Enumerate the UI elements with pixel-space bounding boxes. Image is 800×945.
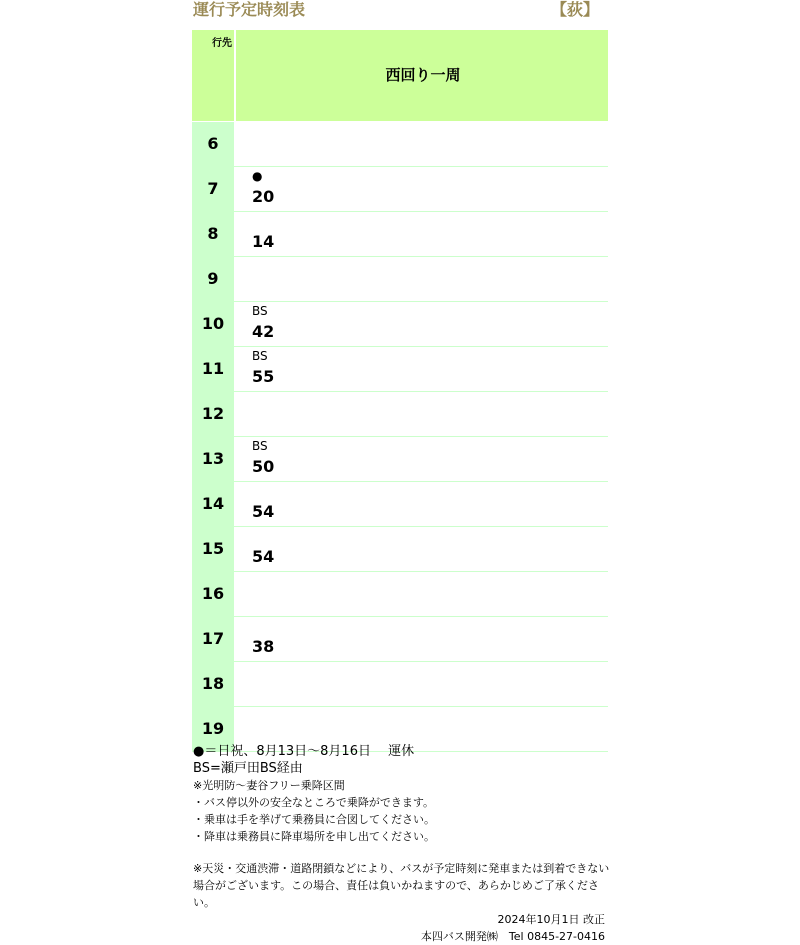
- hour-row-15: [192, 527, 608, 572]
- hour-label: 16: [192, 572, 236, 616]
- hour-row-8: [192, 212, 608, 257]
- departures-cell: [238, 662, 608, 706]
- bullet-note: ・降車は乗務員に降車場所を申し出てください。: [193, 830, 435, 843]
- departure: [252, 527, 292, 571]
- hour-label: 6: [192, 122, 236, 166]
- hour-label: 18: [192, 662, 236, 706]
- departures-cell: [238, 572, 608, 616]
- departures-cell: [238, 122, 608, 166]
- departures-cell: [238, 392, 608, 436]
- departure-minute: 50: [252, 457, 275, 476]
- hour-row-16: [192, 572, 608, 617]
- notes-section: [193, 743, 613, 945]
- departure-mark: BS: [252, 304, 268, 318]
- departure: [252, 347, 292, 391]
- departure: [252, 212, 292, 256]
- departure: [252, 617, 292, 661]
- departure-minute: 54: [252, 547, 275, 566]
- departure-minute: 55: [252, 367, 275, 386]
- departure: [252, 167, 292, 211]
- hour-row-18: [192, 662, 608, 707]
- disclaimer-line: 場合がございます。この場合、責任は負いかねますので、あらかじめご了承ください。: [193, 879, 599, 909]
- legend-holiday: ●＝日祝、8月13日～8月16日 運休: [193, 744, 415, 759]
- hour-label: 9: [192, 257, 236, 301]
- bullet-note: ・乗車は手を挙げて乗務員に合図してください。: [193, 813, 435, 826]
- hour-label: 17: [192, 617, 236, 661]
- revision-date: 2024年10月1日 改正: [497, 913, 605, 926]
- hour-label: 13: [192, 437, 236, 481]
- departures-cell: [238, 257, 608, 301]
- free-section-note: ※光明防～妻谷フリー乗降区間: [193, 779, 345, 792]
- title-bar: [193, 0, 605, 22]
- departure-minute: 38: [252, 637, 275, 656]
- hour-label: 10: [192, 302, 236, 346]
- hour-row-6: [192, 122, 608, 167]
- departure-mark: BS: [252, 439, 268, 453]
- timetable: [192, 30, 608, 752]
- hour-row-14: [192, 482, 608, 527]
- departures-cell: [238, 617, 608, 661]
- hour-row-11: [192, 347, 608, 392]
- hour-label: 11: [192, 347, 236, 391]
- hour-row-12: [192, 392, 608, 437]
- hour-column-header: [192, 30, 236, 121]
- timetable-header: [192, 30, 608, 122]
- hour-row-13: [192, 437, 608, 482]
- destination-label: 行先: [212, 38, 232, 49]
- departure: [252, 302, 292, 346]
- hour-label: 12: [192, 392, 236, 436]
- hour-label: 14: [192, 482, 236, 526]
- hour-label: 15: [192, 527, 236, 571]
- legend-bs: BS=瀬戸田BS経由: [193, 761, 303, 776]
- destination-name: 西回り一周: [385, 66, 461, 84]
- hour-row-7: [192, 167, 608, 212]
- departures-cell: [238, 437, 608, 481]
- timetable-body: [192, 122, 608, 752]
- departures-cell: [238, 527, 608, 571]
- stop-name: 【荻】: [550, 0, 599, 19]
- bullet-note: ・バス停以外の安全なところで乗降ができます。: [193, 796, 435, 809]
- hour-label: 8: [192, 212, 236, 256]
- departures-cell: [238, 482, 608, 526]
- departure-minute: 20: [252, 187, 275, 206]
- hour-row-17: [192, 617, 608, 662]
- departures-cell: [238, 167, 608, 211]
- departures-cell: [238, 347, 608, 391]
- hour-row-10: [192, 302, 608, 347]
- departure-minute: 42: [252, 322, 275, 341]
- hour-row-9: [192, 257, 608, 302]
- hour-label: 7: [192, 167, 236, 211]
- disclaimer-line: ※天災・交通渋滞・道路閉鎖などにより、バスが予定時刻に発車または到着できない: [193, 862, 610, 875]
- departure: [252, 482, 292, 526]
- departure: [252, 437, 292, 481]
- operator-contact: 本四バス開発㈱ Tel 0845-27-0416: [420, 930, 605, 943]
- departures-cell: [238, 212, 608, 256]
- departure-mark: BS: [252, 349, 268, 363]
- departures-cell: [238, 302, 608, 346]
- departure-minute: 54: [252, 502, 275, 521]
- hour-label: 19: [192, 707, 236, 751]
- page-title: 運行予定時刻表: [193, 0, 306, 19]
- departure-mark: ●: [252, 169, 263, 183]
- departure-minute: 14: [252, 232, 275, 251]
